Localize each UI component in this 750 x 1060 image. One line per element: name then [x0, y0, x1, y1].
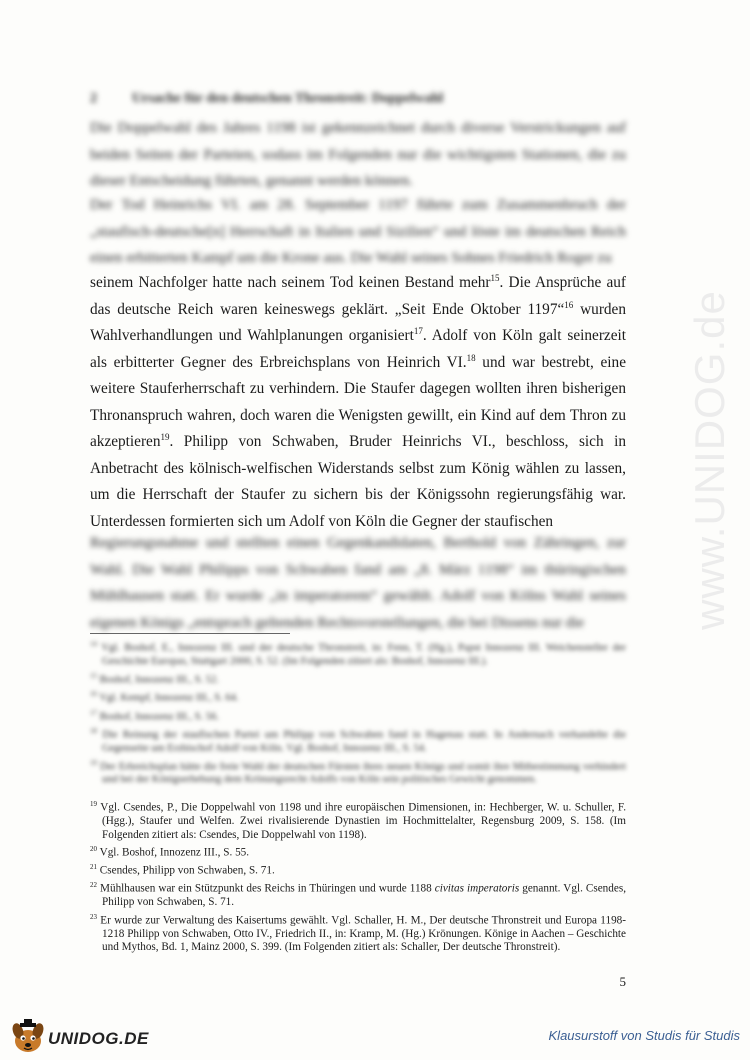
main-text-segment: seinem Nachfolger hatte nach seinem Tod keinen Bestand mehr	[90, 274, 491, 291]
footnote: $^{16}$ Vgl. Kempf, Innozenz III., S. 64.	[90, 690, 239, 704]
footnote: $^{19}$ Vgl. Csendes, P., Die Doppelwahl von 1198 und ihre europäischen Dimensionen, in: Hechberger, W. u. Schuller, F. (Hgg.), Staufer und Welfen. Zwei rivalisierende Dynastien im Hochmittelalter, Regensburg 2009, S. 158. (Im Folgenden zitiert als: Csendes, Die Doppelwahl von 1198).	[90, 800, 626, 841]
footnote-ref: 16	[564, 299, 574, 310]
footnote: $^{22}$ Mühlhausen war ein Stützpunkt des Reichs in Thüringen und wurde 1188 civitas imperatoris genannt. Vgl. Csendes, Philipp von Schwaben, S. 71.	[90, 881, 626, 909]
main-text-segment: . Die Ansprüche auf das deutsche Reich waren keineswegs geklärt. „Seit Ende Oktober 1197“	[90, 274, 627, 318]
footnote-ref: 19	[160, 431, 170, 442]
paragraph-blurred-1: Die Doppelwahl des Jahres 1198 ist gekennzeichnet durch diverse Verstrickungen auf beiden Seiten der Parteien, sodass im Folgenden nur die wichtigsten Stationen, die zu dieser Entscheidung führten, genannt werden können.	[90, 120, 626, 189]
section-number: 2	[90, 91, 97, 106]
paragraph-blurred-3: Regierungsnahme und stellten einen Gegenkandidaten, Berthold von Zähringen, zur Wahl. Die Wahl Philipps von Schwaben fand am „8. März 1198“ im thüringischen Mühlhausen statt. Er wurde „in imperatorem“ gewählt. Adolf von Kölns Wahl seines eigenen Königs „entsprach geltenden Rechtsvorstellungen, die bei Dissens nur die	[90, 535, 626, 631]
section-title: Ursache für den deutschen Thronstreit: Doppelwahl	[132, 91, 444, 106]
footnote-ref: 18	[466, 352, 476, 363]
main-text-segment: wurden Wahlverhandlungen und Wahlplanungen organisiert	[90, 300, 626, 344]
tagline: Klausurstoff von Studis für Studis	[548, 1028, 740, 1043]
footnote: $^{19}$ Der Erbreichsplan hätte die freie Wahl der deutschen Fürsten ihres neuen Königs und somit ihre Mitbestimmung verhindert und bei der Königserhebung dem Krönungsrecht Adolfs von Köln sein politisches Gewicht genommen.	[90, 758, 627, 785]
page-number: 5	[619, 974, 626, 989]
footnote-divider	[90, 633, 290, 634]
paragraph-blurred-2: Der Tod Heinrichs VI. am 28. September 1197 führte zum Zusammenbruch der „staufisch-deutsche[n] Herrschaft in Italien und Sizilien“ und löste im deutschen Reich einen erbitterten Kampf um die Krone aus. Die Wahl seines Sohnes Friedrich Roger zu	[90, 197, 626, 266]
main-text-segment: . Adolf von Köln galt seinerzeit als erbitterter Gegner des Erbreichsplans von Heinrich VI.	[90, 327, 626, 371]
watermark-text: www.UNIDOG.de	[686, 290, 733, 630]
footnotes-blurred	[90, 638, 626, 788]
footnote: $^{18}$ Die Reinung der staufischen Partei um Philipp von Schwaben fand in Hagenau statt. In Andernach verhandelte die Gegenseite um Erzbischof Adolf von Köln. Vgl. Boshof, Innozenz III., S. 54.	[90, 727, 627, 754]
footnote: $^{15}$ Boshof, Innozenz III., S. 52.	[90, 671, 219, 685]
footnote: $^{21}$ Csendes, Philipp von Schwaben, S. 71.	[90, 863, 275, 877]
footnote: $^{20}$ Vgl. Boshof, Innozenz III., S. 55.	[90, 844, 250, 859]
footnote-ref: 17	[413, 325, 423, 336]
main-text-segment: . Philipp von Schwaben, Bruder Heinrichs VI., beschloss, sich in Anbetracht des kölnisch-welfischen Widerstands selbst zum König wählen zu lassen, um die Herrschaft der Staufer zu sichern bis der Königssohn regierungsfähig war. Unterdessen formierten sich um Adolf von Köln die Gegner der staufischen	[90, 433, 626, 530]
footnotes	[90, 798, 626, 956]
footnote-ref: 15	[490, 272, 500, 283]
footnote: $^{17}$ Boshof, Innozenz III., S. 56.	[90, 708, 219, 722]
dog-mascot-icon	[8, 1017, 48, 1057]
unidog-logo[interactable]	[8, 1015, 158, 1059]
section-heading	[90, 89, 650, 109]
main-paragraph	[90, 270, 626, 535]
logo-text: UNIDOG.DE	[48, 1029, 149, 1048]
footnote: $^{23}$ Er wurde zur Verwaltung des Kaisertums gewählt. Vgl. Schaller, H. M., Der deutsche Thronstreit und Europa 1198-1218 Philipp von Schwaben, Otto IV., Friedrich II., in: Kramp, M. (Hg.) Krönungen. Könige in Aachen – Geschichte und Mythos, Bd. 1, Mainz 2000, S. 399. (Im Folgenden zitiert als: Schaller, Der deutsche Thronstreit).	[90, 912, 626, 954]
footnote: $^{14}$ Vgl. Boshof, E., Innozenz III. und der deutsche Thronstreit, in: Fenn, T. (Hg.), Papst Innozenz III. Weichensteller der Geschichte Europas, Stuttgart 2000, S. 52. (Im Folgenden zitiert als: Boshof, Innozenz III.).	[90, 640, 626, 667]
main-text-segment: und war bestrebt, eine weitere Stauferherrschaft zu verhindern. Die Staufer dagegen wollten ihren bisherigen Thronanspruch wahren, doch waren die Wenigsten gewillt, ein Kind auf dem Thron zu akzeptieren	[90, 353, 626, 450]
